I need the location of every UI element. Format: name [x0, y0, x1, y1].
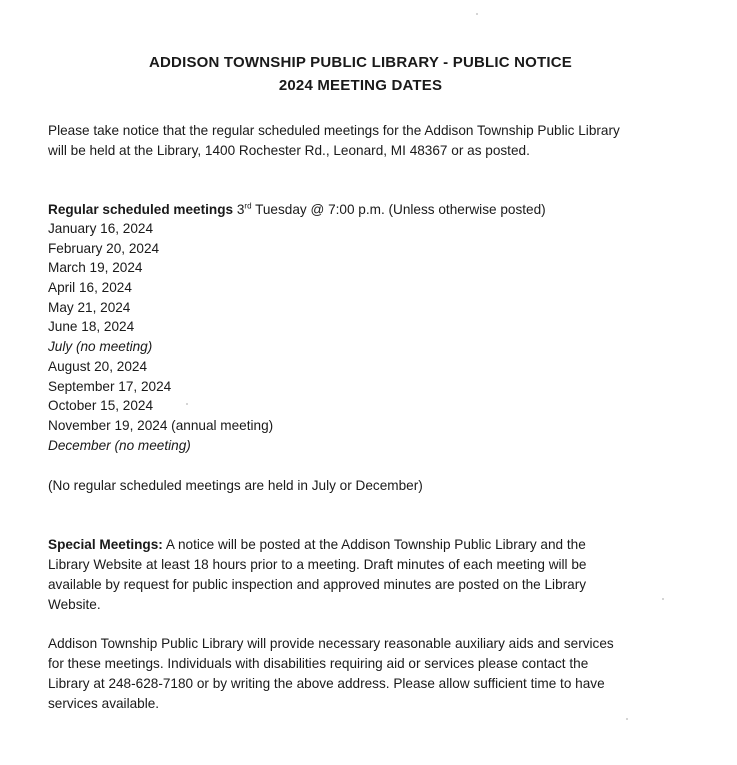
ordinal-suffix: rd — [244, 201, 252, 211]
aids-line: for these meetings. Individuals with disabilities requiring aid or services please contact the — [48, 656, 589, 671]
scan-speck — [626, 718, 628, 720]
no-meetings-note: (No regular scheduled meetings are held in July or December) — [48, 478, 423, 493]
scan-speck — [662, 598, 664, 600]
special-line: A notice will be posted at the Addison Township Public Library and the — [165, 537, 586, 552]
meeting-date-item: August 20, 2024 — [48, 358, 148, 374]
meeting-date-item: December (no meeting) — [48, 437, 191, 453]
notice-title: ADDISON TOWNSHIP PUBLIC LIBRARY - PUBLIC NOTICE — [148, 54, 573, 71]
meeting-date-item: November 19, 2024 (annual meeting) — [48, 417, 274, 433]
regular-meetings-heading — [48, 200, 688, 220]
aids-line: Addison Township Public Library will provide necessary reasonable auxiliary aids and services — [48, 636, 614, 651]
meeting-dates-list — [48, 219, 688, 455]
ordinal-number: 3 — [236, 202, 245, 217]
special-line: available by request for public inspection and approved minutes are posted on the Library — [48, 577, 587, 592]
aids-line: Library at 248-628-7180 or by writing the above address. Please allow sufficient time to have — [48, 676, 605, 691]
special-meetings-paragraph — [48, 535, 688, 615]
scan-speck — [476, 13, 478, 15]
intro-paragraph — [48, 121, 688, 161]
meeting-date-item: May 21, 2024 — [48, 299, 131, 315]
regular-meetings-label: Regular scheduled meetings — [48, 202, 234, 217]
accessibility-paragraph — [48, 634, 688, 714]
aids-line: services available. — [48, 696, 160, 711]
meeting-date-item: July (no meeting) — [48, 339, 153, 355]
meeting-date-item: June 18, 2024 — [48, 319, 135, 335]
special-meetings-label: Special Meetings: — [48, 537, 163, 552]
regular-meetings-schedule: Tuesday @ 7:00 p.m. (Unless otherwise posted) — [255, 202, 546, 217]
special-line: Library Website at least 18 hours prior to a meeting. Draft minutes of each meeting will be — [48, 557, 587, 572]
scan-speck — [186, 403, 188, 405]
special-line: Website. — [48, 597, 101, 612]
meeting-date-item: January 16, 2024 — [48, 221, 154, 236]
meeting-date-item: February 20, 2024 — [48, 240, 160, 256]
intro-line: Please take notice that the regular scheduled meetings for the Addison Township Public Library — [48, 123, 620, 138]
meeting-date-item: September 17, 2024 — [48, 378, 172, 394]
meeting-date-item: March 19, 2024 — [48, 260, 143, 276]
meeting-date-item: October 15, 2024 — [48, 398, 154, 414]
intro-line: will be held at the Library, 1400 Rochester Rd., Leonard, MI 48367 or as posted. — [48, 143, 530, 158]
meeting-date-item: April 16, 2024 — [48, 280, 132, 296]
notice-subtitle: 2024 MEETING DATES — [278, 77, 443, 94]
